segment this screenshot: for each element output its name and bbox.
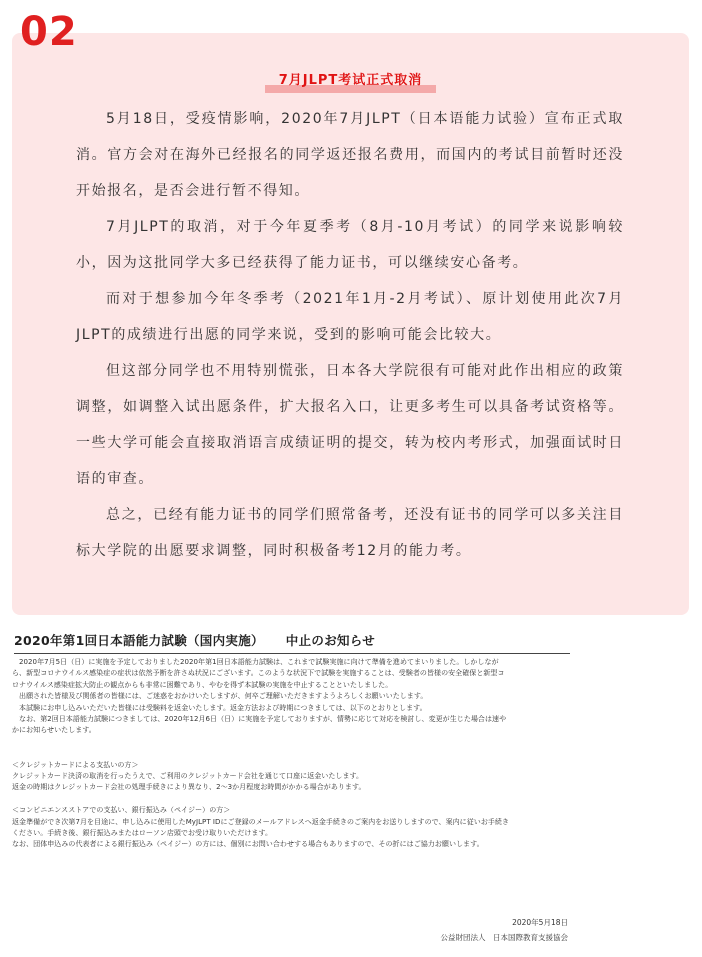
paragraph: 5月18日，受疫情影响，2020年7月JLPT（日本语能力试验）宣布正式取消。官方会对在海外已经报名的同学返还报名费用，而国内的考试目前暂时还没开始报名，是否会进行暂不得知。	[76, 111, 624, 199]
notice-footer	[441, 915, 569, 945]
notice-title-main: 2020年第1回日本語能力試験（国内実施）	[14, 633, 264, 648]
notice-line: 出願された皆様及び関係者の皆様には、ご迷惑をおかけいたしますが、何卒ご理解いただきますようよろしくお願いいたします。	[12, 692, 428, 701]
notice-body	[12, 657, 570, 851]
notice-line: ＜コンビニエンスストアでの支払い、銀行振込み（ペイジー）の方＞	[12, 806, 231, 815]
article-title-text: 7月JLPT考试正式取消	[278, 73, 423, 88]
notice-line: かにお知らせいたします。	[12, 726, 96, 735]
article-title-wrap	[12, 69, 689, 90]
notice-line: ら、新型コロナウイルス感染症の症状は依然予断を許さぬ状況にございます。このような状況下で試験を実施することは、受験者の皆様の安全確保と新型コ	[12, 669, 505, 678]
notice-line: ロナウイルス感染症拡大防止の観点からも非常に困難であり、やむを得ず本試験の実施を中止することといたしました。	[12, 680, 393, 689]
notice-line: 返金準備ができ次第7月を目途に、申し込みに使用したMyJLPT IDにご登録のメールアドレスへ返金手続きのご案内をお送りしますので、案内に従いお手続き	[12, 817, 510, 826]
notice-spacer	[12, 794, 570, 805]
notice-spacer	[12, 748, 570, 759]
notice-issuer: 公益財団法人 日本国際教育支援協会	[440, 933, 568, 942]
notice-line: クレジットカード決済の取消を行ったうえで、ご利用のクレジットカード会社を通じて口座に返金いたします。	[12, 772, 364, 781]
official-notice-image	[12, 623, 572, 953]
notice-title-suffix: 中止のお知らせ	[285, 633, 376, 648]
paragraph: 而对于想参加今年冬季考（2021年1月-2月考试）、原计划使用此次7月JLPT的成绩进行出愿的同学来说，受到的影响可能会比较大。	[76, 291, 624, 343]
notice-title	[14, 631, 570, 654]
notice-line: ＜クレジットカードによる支払いの方＞	[12, 760, 139, 769]
article-card	[12, 33, 689, 615]
section-number: 02	[20, 9, 78, 55]
notice-line: 本試験にお申し込みいただいた皆様には受験料を返金いたします。返金方法および時期につきましては、以下のとおりとします。	[12, 703, 427, 712]
notice-line: 2020年7月5日（日）に実施を予定しておりました2020年第1回日本語能力試験は、これまで試験実施に向けて準備を進めてまいりました。しかしなが	[12, 658, 499, 666]
notice-line: 返金の時期はクレジットカード会社の処理手続きにより異なり、2〜3か月程度お時間がかかる場合があります。	[12, 783, 366, 792]
paragraph: 7月JLPT的取消，对于今年夏季考（8月-10月考试）的同学来说影响较小，因为这批同学大多已经获得了能力证书，可以继续安心备考。	[76, 219, 624, 271]
notice-line: なお、第2回日本語能力試験につきましては、2020年12月6日（日）に実施を予定しておりますが、情勢に応じて対応を検討し、変更が生じた場合は速や	[12, 715, 507, 724]
notice-date: 2020年5月18日	[512, 918, 568, 927]
article-body	[76, 101, 624, 569]
notice-line: ください。手続き後、銀行振込みまたはローソン店頭でお受け取りいただけます。	[12, 829, 273, 838]
paragraph: 但这部分同学也不用特别慌张，日本各大学院很有可能对此作出相应的政策调整，如调整入试出愿条件，扩大报名入口，让更多考生可以具备考试资格等。一些大学可能会直接取消语言成绩证明的提交，转为校内考形式，加强面试时日语的审查。	[76, 363, 624, 487]
article-title	[265, 69, 437, 90]
notice-spacer	[12, 737, 570, 748]
notice-line: なお、団体申込みの代表者による銀行振込み（ペイジー）の方には、個別にお問い合わせする場合もありますので、その折にはご協力お願いします。	[12, 840, 484, 849]
paragraph: 总之，已经有能力证书的同学们照常备考，还没有证书的同学可以多关注目标大学院的出愿要求调整，同时积极备考12月的能力考。	[76, 507, 624, 559]
